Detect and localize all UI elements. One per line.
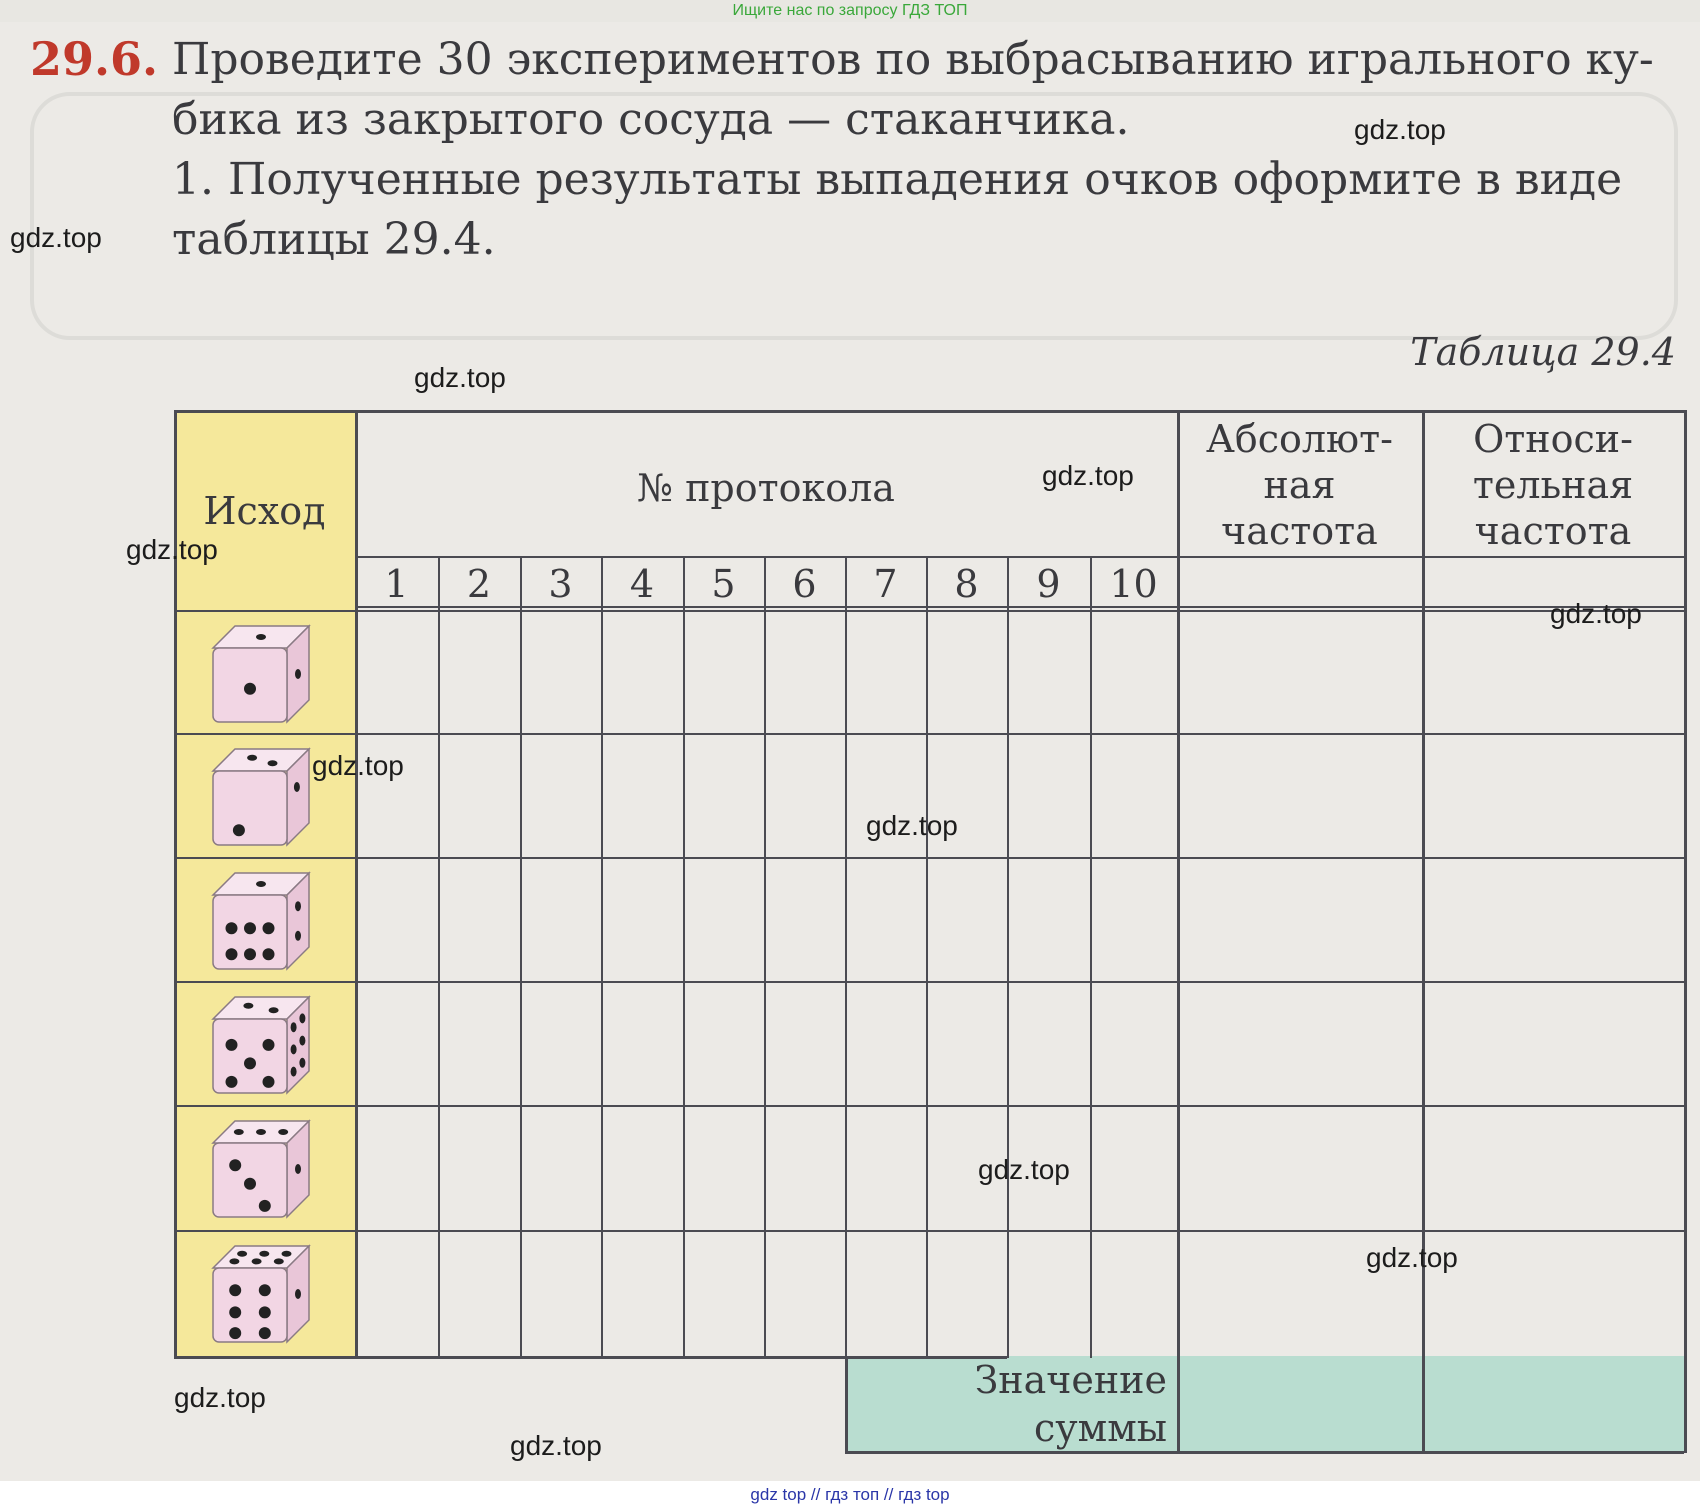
table-rule xyxy=(174,733,1684,735)
table-rule xyxy=(355,410,358,1358)
die-face-1-icon xyxy=(205,618,315,726)
protocol-number: 2 xyxy=(466,562,492,606)
header-rel-line: тельная xyxy=(1472,463,1634,507)
table-rule xyxy=(174,410,1684,413)
protocol-number: 1 xyxy=(384,562,409,606)
table-rule xyxy=(174,1230,1684,1232)
watermark: gdz.top xyxy=(174,1382,266,1413)
problem-line: таблицы 29.4. xyxy=(172,214,496,265)
watermark: gdz.top xyxy=(510,1430,602,1461)
protocol-number: 10 xyxy=(1109,562,1158,606)
table-rule xyxy=(355,556,1684,558)
watermark: gdz.top xyxy=(414,362,506,393)
table-rule xyxy=(174,1356,1007,1359)
watermark: gdz.top xyxy=(978,1154,1070,1185)
sum-label-line: суммы xyxy=(1034,1406,1167,1450)
problem-line: бика из закрытого сосуда — стаканчика. xyxy=(172,94,1130,145)
header-rel-line: Относи- xyxy=(1473,417,1633,461)
protocol-number: 6 xyxy=(792,562,817,606)
protocol-number: 5 xyxy=(711,562,736,606)
table-rule xyxy=(438,556,440,1358)
protocol-number: 7 xyxy=(873,562,898,606)
table-rule xyxy=(1684,410,1687,1453)
problem-line: Проведите 30 экспериментов по выбрасыванию игрального ку- xyxy=(172,34,1654,85)
bottom-banner[interactable]: gdz top // гдз топ // гдз top xyxy=(0,1481,1700,1509)
header-abs-line: Абсолют- xyxy=(1206,417,1393,461)
problem-line: 1. Полученные результаты выпадения очков оформите в виде xyxy=(172,154,1623,205)
header-relative-frequency xyxy=(1422,416,1684,554)
watermark: gdz.top xyxy=(10,222,102,253)
sum-label xyxy=(960,1356,1177,1452)
protocol-number: 8 xyxy=(954,562,979,606)
watermark: gdz.top xyxy=(1354,114,1446,145)
table-rule xyxy=(174,981,1684,983)
protocol-number: 4 xyxy=(629,562,655,606)
table-rule xyxy=(926,556,928,1358)
watermark: gdz.top xyxy=(312,750,404,781)
table-rule xyxy=(1090,556,1092,1358)
sum-label-line: Значение xyxy=(974,1358,1167,1402)
die-face-6-icon xyxy=(205,1238,315,1346)
die-face-3-icon xyxy=(205,865,315,973)
die-face-4-icon xyxy=(205,989,315,1097)
table-caption: Таблица 29.4 xyxy=(1410,330,1676,374)
top-banner[interactable]: Ищите нас по запросу ГДЗ ТОП xyxy=(732,2,968,19)
watermark: gdz.top xyxy=(1366,1242,1458,1273)
watermark: gdz.top xyxy=(1550,598,1642,629)
watermark: gdz.top xyxy=(866,810,958,841)
table-rule xyxy=(174,857,1684,859)
header-rel-line: частота xyxy=(1474,509,1632,553)
header-absolute-frequency xyxy=(1177,416,1422,554)
table-rule xyxy=(520,556,522,1358)
table-rule xyxy=(764,556,766,1358)
table-rule xyxy=(1007,556,1009,1358)
problem-number: 29.6. xyxy=(30,32,159,86)
protocol-number: 9 xyxy=(1036,562,1061,606)
table-rule xyxy=(1177,410,1180,1453)
watermark: gdz.top xyxy=(126,534,218,565)
header-abs-line: ная xyxy=(1263,463,1336,507)
die-face-2-icon xyxy=(205,741,315,849)
header-protocol: № протокола xyxy=(637,466,895,510)
watermark: gdz.top xyxy=(1042,460,1134,491)
table-rule xyxy=(1422,410,1425,1453)
header-outcome: Исход xyxy=(203,489,326,533)
table-rule xyxy=(601,556,603,1358)
table-rule xyxy=(174,610,1684,612)
header-abs-line: частота xyxy=(1221,509,1378,553)
table-rule xyxy=(845,556,847,1358)
protocol-number: 3 xyxy=(548,562,573,606)
table-rule xyxy=(174,1105,1684,1107)
die-face-5-icon xyxy=(205,1113,315,1221)
table-rule xyxy=(683,556,685,1358)
problem-text xyxy=(172,30,1682,270)
table-rule xyxy=(845,1356,848,1453)
table-rule xyxy=(355,606,1684,608)
